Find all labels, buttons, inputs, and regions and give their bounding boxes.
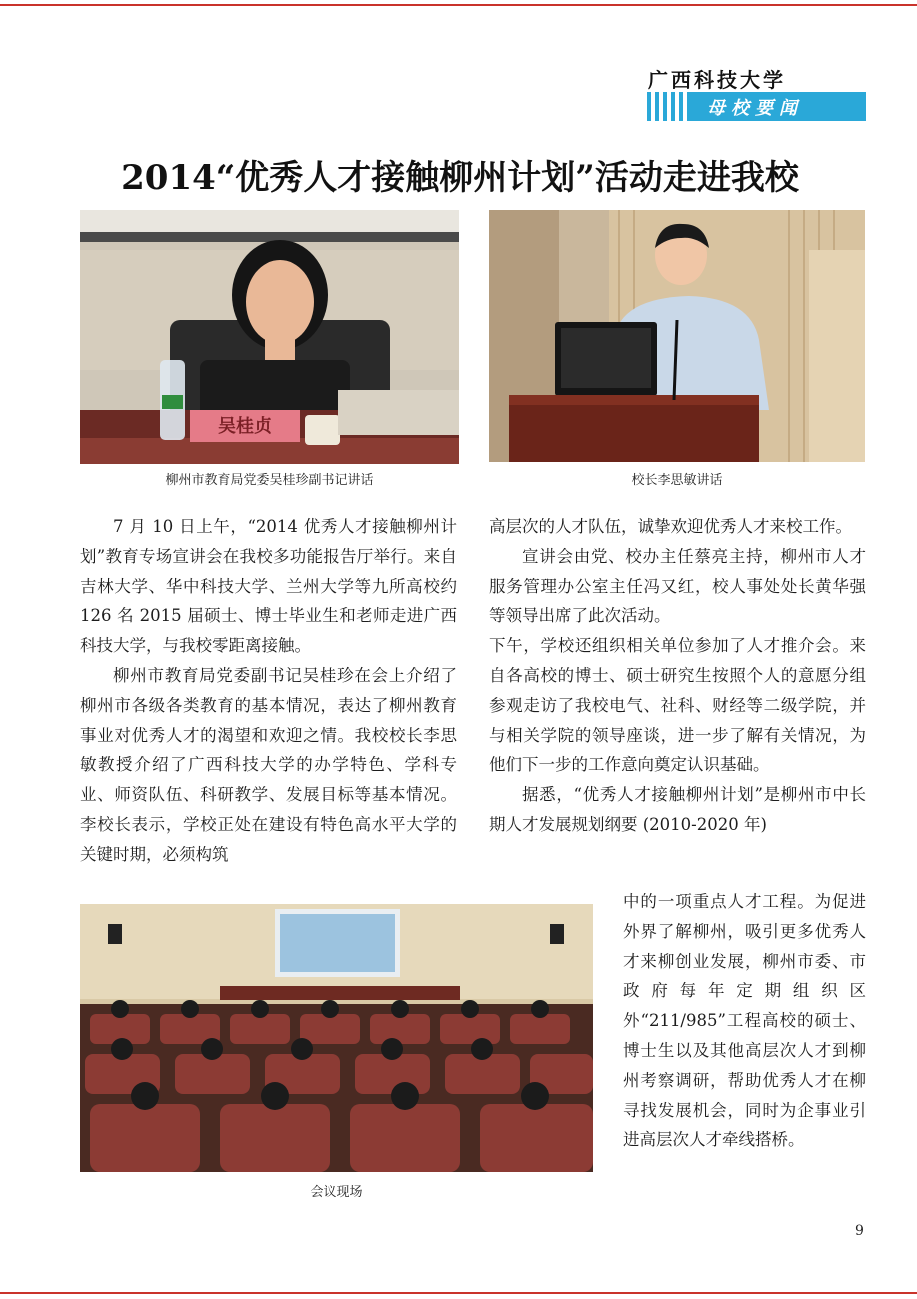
top-red-rule [0,4,917,6]
paragraph: 下午，学校还组织相关单位参加了人才推介会。来自各高校的博士、硕士研究生按照个人的意愿分组参观走访了我校电气、社科、财经等二级学院，并与相关学院的领导座谈，进一步了解有关情况，为他们下一步的工作意向奠定认识基础。 [489,636,866,775]
nameplate-text: 吴桂贞 [218,416,272,437]
paragraph: 据悉，“优秀人才接触柳州计划”是柳州市中长期人才发展规划纲要 (2010-2020 年) [489,785,866,834]
photo-speaker-right-image [489,210,865,462]
paragraph: 柳州市教育局党委副书记吴桂珍在会上介绍了柳州市各级各类教育的基本情况，表达了柳州教育事业对优秀人才的渴望和欢迎之情。我校校长李思敏教授介绍了广西科技大学的办学特色、学科专业、师资队伍、科研教学、发展目标等基本情况。李校长表示，学校正处在建设有特色高水平大学的关键时期，必须构筑 [80,665,457,864]
paragraph: 宣讲会由党、校办主任蔡亮主持，柳州市人才服务管理办公室主任冯又红，校人事处处长黄华强等领导出席了此次活动。 [489,546,866,626]
photo-meeting [80,904,593,1172]
article-bottom-right-column [623,887,866,1155]
photo-meeting-caption: 会议现场 [310,1185,363,1200]
photo-speaker-left-caption: 柳州市教育局党委吴桂珍副书记讲话 [165,473,374,488]
article-left-column [80,512,457,870]
photo-speaker-right-caption: 校长李思敏讲话 [631,473,723,488]
masthead-school-name: 广西科技大学 [648,68,786,92]
photo-speaker-left-image [80,210,459,464]
section-tab-label: 母校要闻 [707,97,803,119]
article-title: 2014“优秀人才接触柳州计划”活动走进我校 [121,158,799,198]
photo-speaker-right [489,210,865,462]
paragraph: 中的一项重点人才工程。为促进外界了解柳州，吸引更多优秀人才来柳创业发展，柳州市委、市政府每年定期组织区外“211/985”工程高校的硕士、博士生以及其他高层次人才到柳州考察调研，帮助优秀人才在柳寻找发展机会，同时为企事业引进高层次人才牵线搭桥。 [623,892,866,1150]
section-tab [647,92,866,121]
photo-meeting-image [80,904,593,1172]
page-number: 9 [855,1223,864,1239]
bottom-red-rule [0,1292,917,1294]
article-right-column [489,512,866,840]
section-tab-stripes [647,92,707,121]
paragraph: 7 月 10 日上午，“2014 优秀人才接触柳州计划”教育专场宣讲会在我校多功能报告厅举行。来自吉林大学、华中科技大学、兰州大学等九所高校约 126 名 2015 届硕士、博士毕业生和老师走进广西科技大学，与我校零距离接触。 [80,517,457,656]
paragraph: 高层次的人才队伍，诚挚欢迎优秀人才来校工作。 [489,517,852,536]
photo-speaker-left [80,210,459,464]
